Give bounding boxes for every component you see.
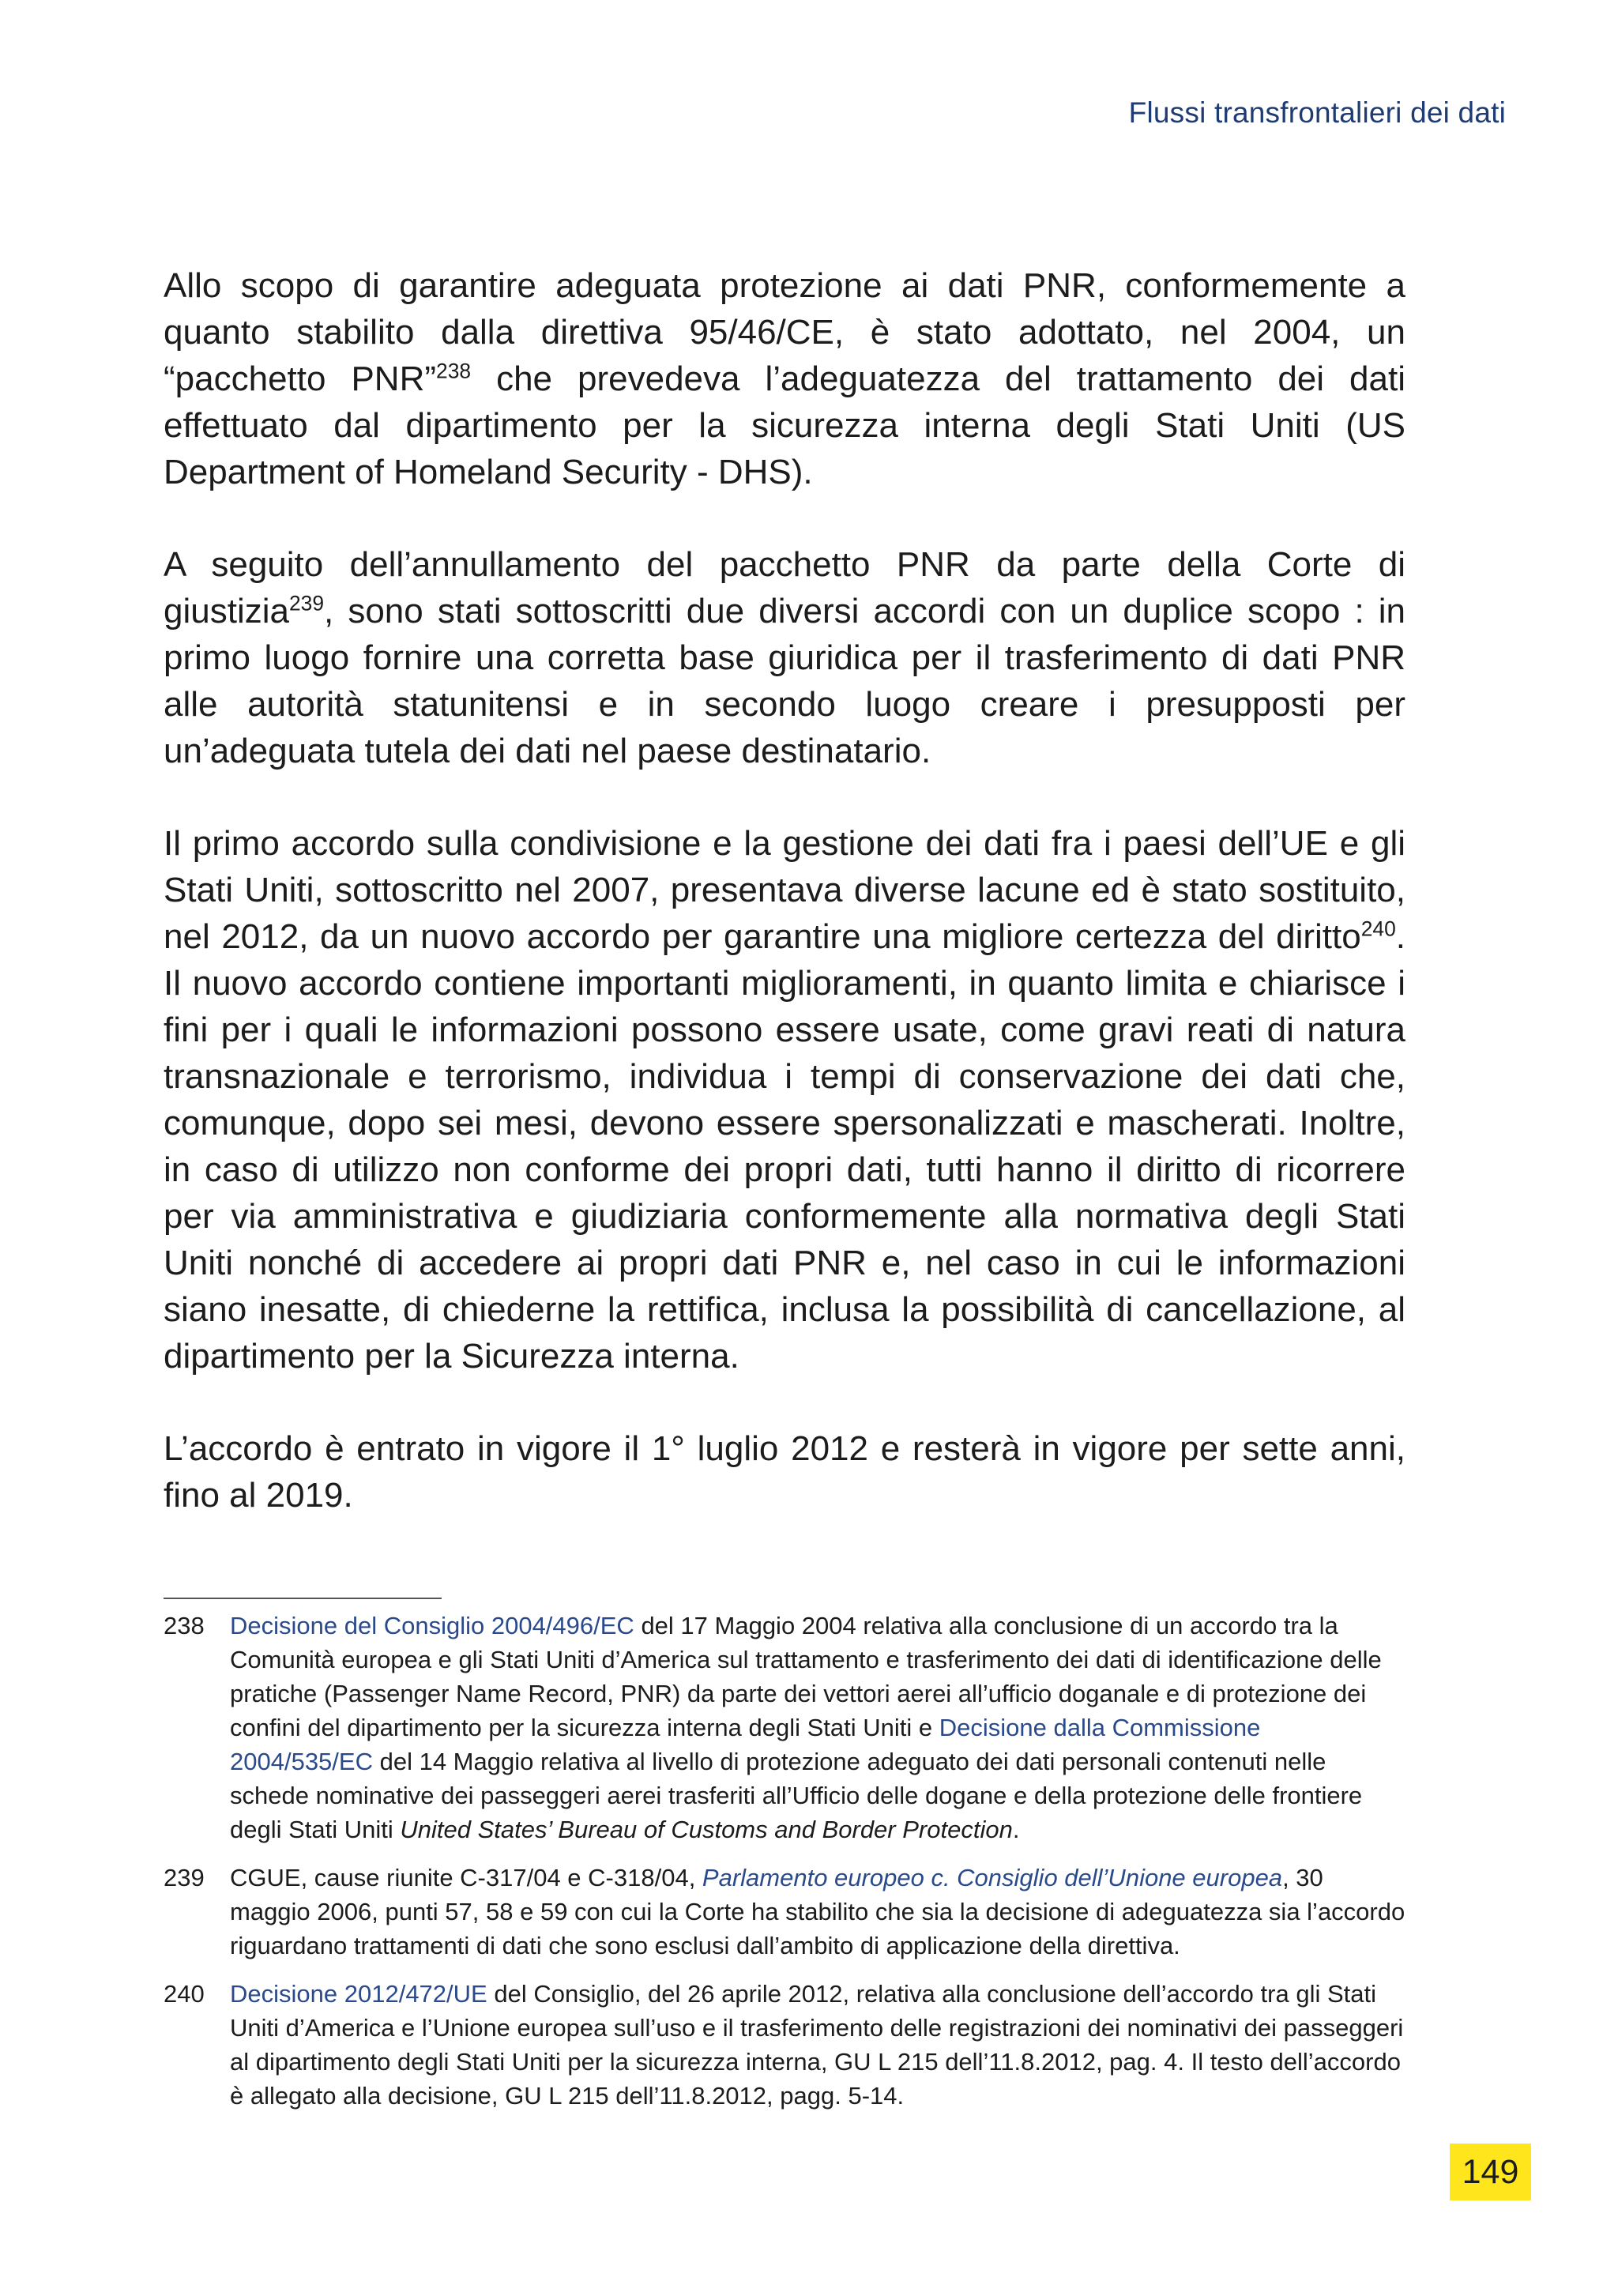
footnote-ref-240[interactable]: 240 [1360,917,1396,941]
paragraph-1 [164,262,1405,495]
footnote-text-part: del Consiglio, del 26 aprile 2012, relativa alla conclusione dell’accordo tra gli Stati Uniti d’America e l’Unione europea sull’uso e il trasferimento delle registrazioni dei nominativi dei passeggeri al dipartimento degli Stati Uniti per la sicurezza interna, GU L 215 dell’11.8.2012, pag. 4. Il testo dell’accordo è allegato alla decisione, GU L 215 dell’11.8.2012, pagg. 5-14. [230,1980,1404,2110]
footnote-number: 240 [164,1980,205,2008]
footnote-text-part: . [1012,1816,1020,1843]
footnote-link-decision-2012-472[interactable]: Decisione 2012/472/UE [230,1980,487,2008]
footnote-text-part: del 14 Maggio relativa al livello di protezione adeguato dei dati personali contenuti nelle schede nominative dei passeggeri aerei trasferiti all’Ufficio delle dogane e della protezione delle frontiere degli Stati Uniti [230,1748,1363,1843]
paragraph-3 [164,820,1405,1379]
footnote-238 [164,1609,1405,1846]
paragraph-4: L’accordo è entrato in vigore il 1° luglio 2012 e resterà in vigore per sette anni, fino al 2019. [164,1429,1405,1515]
footnote-link-decision-2004-535[interactable]: Decisione dalla Commissione 2004/535/EC [230,1714,1261,1775]
footnote-text-part: CGUE, cause riunite C-317/04 e C-318/04, [230,1864,702,1891]
footnote-text [230,1977,1405,2113]
p1-text-a: Allo scopo di garantire adeguata protezione ai dati PNR, conformemente a quanto stabilito dalla direttiva 95/46/CE, è stato adottato, nel 2004, un “pacchetto PNR” [164,266,1405,398]
footnote-text [230,1861,1405,1963]
p1-text-b: che prevedeva l’adeguatezza del trattamento dei dati effettuato dal dipartimento per la sicurezza interna degli Stati Uniti (US Department of Homeland Security - DHS). [164,359,1405,491]
p2-text-b: , sono stati sottoscritti due diversi accordi con un duplice scopo : in primo luogo fornire una corretta base giuridica per il trasferimento di dati PNR alle autorità statunitensi e in secondo luogo creare i presupposti per un’adeguata tutela dei dati nel paese destinatario. [164,592,1405,770]
main-text [164,262,1405,1564]
footnote-link-decision-2004-496[interactable]: Decisione del Consiglio 2004/496/EC [230,1612,634,1639]
footnote-text-part: , 30 maggio 2006, punti 57, 58 e 59 con cui la Corte ha stabilito che sia la decisione di adeguatezza sia l’accordo riguardano trattamenti di dati che sono esclusi dall’ambito di applicazione della direttiva. [230,1864,1405,1959]
footnote-ref-238[interactable]: 238 [436,359,472,383]
footnotes [164,1609,1405,2127]
page-number-badge: 149 [1450,2144,1531,2200]
footnote-239 [164,1861,1405,1963]
footnote-ref-239[interactable]: 239 [288,591,325,615]
footnote-italic-text: United States’ Bureau of Customs and Border Protection [400,1816,1013,1843]
footnote-240 [164,1977,1405,2113]
footnote-number: 239 [164,1864,205,1891]
footnote-text-part: del 17 Maggio 2004 relativa alla conclusione di un accordo tra la Comunità europea e gli Stati Uniti d’America sul trattamento e trasferimento dei dati di identificazione delle pratiche (Passenger Name Record, PNR) da parte dei vettori aerei all’ufficio doganale e di protezione dei confini del dipartimento per la sicurezza interna degli Stati Uniti e [230,1612,1382,1741]
footnote-text [230,1609,1405,1846]
footnote-separator [164,1598,442,1599]
paragraph-2 [164,541,1405,774]
running-header: Flussi transfrontalieri dei dati [1128,96,1506,129]
p3-text-a: Il primo accordo sulla condivisione e la gestione dei dati fra i paesi dell’UE e gli Stati Uniti, sottoscritto nel 2007, presentava diverse lacune ed è stato sostituito, nel 2012, da un nuovo accordo per garantire una migliore certezza del diritto [164,824,1405,956]
p3-text-b: . Il nuovo accordo contiene importanti miglioramenti, in quanto limita e chiarisce i fini per i quali le informazioni possono essere usate, come gravi reati di natura transnazionale e terrorismo, individua i tempi di conservazione dei dati che, comunque, dopo sei mesi, devono essere spersonalizzati e mascherati. Inoltre, in caso di utilizzo non conforme dei propri dati, tutti hanno il diritto di ricorrere per via amministrativa e giudiziaria conformemente alla normativa degli Stati Uniti nonché di accedere ai propri dati PNR e, nel caso in cui le informazioni siano inesatte, di chiederne la rettifica, inclusa la possibilità di cancellazione, al dipartimento per la Sicurezza interna. [164,917,1405,1376]
footnote-link-case-law[interactable]: Parlamento europeo c. Consiglio dell’Unione europea [702,1864,1283,1891]
p2-text-a: A seguito dell’annullamento del pacchetto PNR da parte della Corte di giustizia [164,545,1405,630]
footnote-number: 238 [164,1612,205,1639]
